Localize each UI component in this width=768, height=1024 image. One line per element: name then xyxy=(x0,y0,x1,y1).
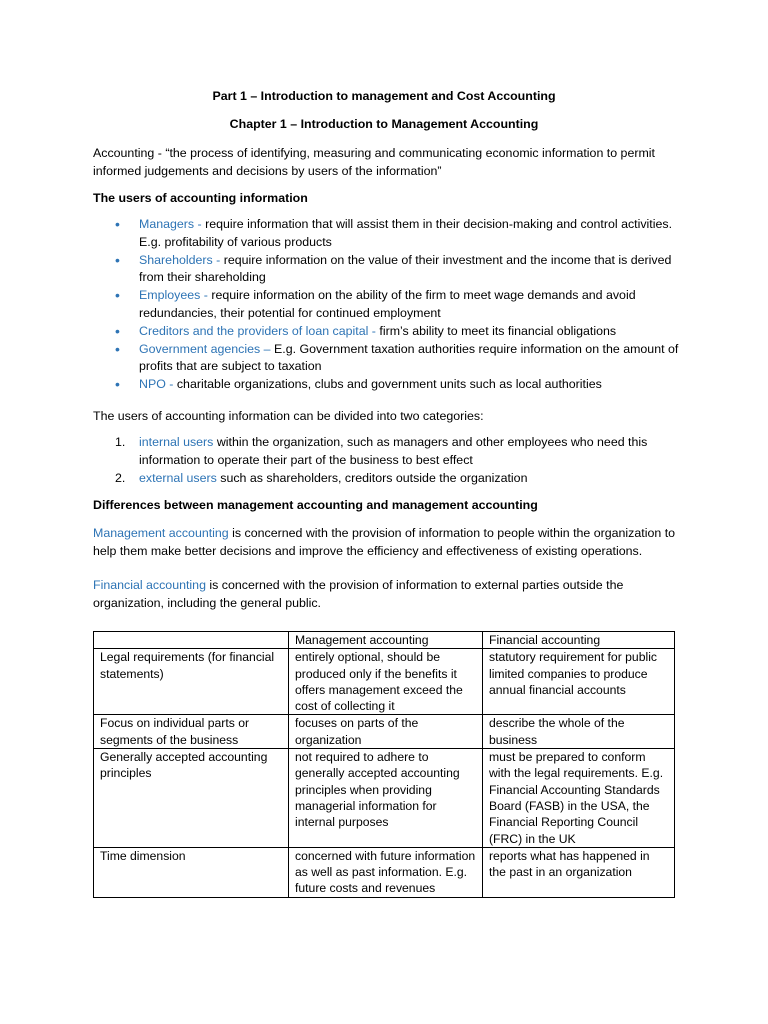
table-row xyxy=(94,715,675,749)
bullet-icon: • xyxy=(115,287,120,303)
user-term: Shareholders - xyxy=(139,252,221,267)
list-item xyxy=(93,434,683,469)
table-cell: entirely optional, should be produced only if the benefits it offers management exceed the cost of collecting it xyxy=(289,649,483,715)
table-cell: Generally accepted accounting principles xyxy=(94,749,289,848)
category-term: internal users xyxy=(139,435,214,449)
table-cell: concerned with future information as well as past information. E.g. future costs and revenues xyxy=(289,847,483,897)
user-description: require information on the value of their investment and the income that is derived from their shareholding xyxy=(139,252,672,284)
table-cell: Time dimension xyxy=(94,847,289,897)
user-term: Government agencies – xyxy=(139,341,271,356)
category-description: such as shareholders, creditors outside the organization xyxy=(216,470,528,485)
bullet-icon: • xyxy=(115,216,120,232)
bullet-icon: • xyxy=(115,340,120,357)
financial-accounting-term: Financial accounting xyxy=(93,578,206,592)
user-description: E.g. Government taxation authorities require information on the amount of profits that are subject to taxation xyxy=(139,341,679,373)
table-cell: focuses on parts of the organization xyxy=(289,715,483,749)
user-description: charitable organizations, clubs and government units such as local authorities xyxy=(173,377,602,391)
part-title: Part 1 – Introduction to management and Cost Accounting xyxy=(212,89,556,103)
categories-intro: The users of accounting information can be divided into two categories: xyxy=(93,409,484,423)
table-header-cell: Financial accounting xyxy=(483,632,675,649)
table-cell: describe the whole of the business xyxy=(483,715,675,749)
differences-heading: Differences between management accounting and management accounting xyxy=(93,498,538,512)
users-list xyxy=(93,216,683,394)
financial-accounting-paragraph xyxy=(93,577,683,612)
financial-accounting-text: is concerned with the provision of information to external parties outside the organization, including the general public. xyxy=(93,578,624,610)
list-item xyxy=(93,323,683,341)
accounting-definition: Accounting - “the process of identifying, measuring and communicating economic information to permit informed judgements and decisions by users of the information” xyxy=(93,146,655,178)
category-term: external users xyxy=(139,470,217,485)
table-cell: must be prepared to conform with the legal requirements. E.g. Financial Accounting Standards Board (FASB) in the USA, the Financial Reporting Council (FRC) in the UK xyxy=(483,749,675,848)
user-term: Employees - xyxy=(139,288,208,302)
list-item xyxy=(93,341,683,376)
list-item xyxy=(93,287,683,322)
table-cell: Focus on individual parts or segments of the business xyxy=(94,715,289,749)
table-row xyxy=(94,649,675,715)
list-number: 2. xyxy=(115,470,126,485)
list-item xyxy=(93,470,683,488)
table-cell: reports what has happened in the past in an organization xyxy=(483,847,675,897)
table-row xyxy=(94,749,675,848)
user-term: NPO - xyxy=(139,377,174,391)
management-accounting-paragraph xyxy=(93,525,683,560)
management-accounting-term: Management accounting xyxy=(93,526,229,540)
user-description: require information that will assist them in their decision-making and control activities. E.g. profitability of various products xyxy=(139,217,673,249)
user-term: Managers - xyxy=(139,217,202,231)
list-item xyxy=(93,216,683,251)
table-row xyxy=(94,847,675,897)
table-cell: not required to adhere to generally accepted accounting principles when providing managerial information for internal purposes xyxy=(289,749,483,848)
chapter-title: Chapter 1 – Introduction to Management Accounting xyxy=(229,117,539,131)
user-description: firm’s ability to meet its financial obligations xyxy=(375,323,617,338)
list-number: 1. xyxy=(115,435,126,449)
bullet-icon: • xyxy=(115,376,120,392)
table-cell: statutory requirement for public limited companies to produce annual financial accounts xyxy=(483,649,675,715)
list-item xyxy=(93,376,683,394)
table-header-row xyxy=(94,632,675,649)
users-heading: The users of accounting information xyxy=(93,191,308,205)
categories-list xyxy=(93,434,683,488)
user-term: Creditors and the providers of loan capital - xyxy=(139,323,376,338)
list-item xyxy=(93,252,683,287)
table-header-cell: Management accounting xyxy=(289,632,483,649)
bullet-icon: • xyxy=(115,251,120,268)
user-description: require information on the ability of the firm to meet wage demands and avoid redundancies, their potential for continued employment xyxy=(139,288,636,320)
category-description: within the organization, such as managers and other employees who need this information to operate their part of the business to best effect xyxy=(139,435,648,467)
bullet-icon: • xyxy=(115,322,120,339)
comparison-table xyxy=(93,631,675,898)
table-header-cell xyxy=(94,632,289,649)
table-cell: Legal requirements (for financial statements) xyxy=(94,649,289,715)
management-accounting-text: is concerned with the provision of information to people within the organization to help them make better decisions and improve the efficiency and effectiveness of existing operations. xyxy=(93,526,676,558)
